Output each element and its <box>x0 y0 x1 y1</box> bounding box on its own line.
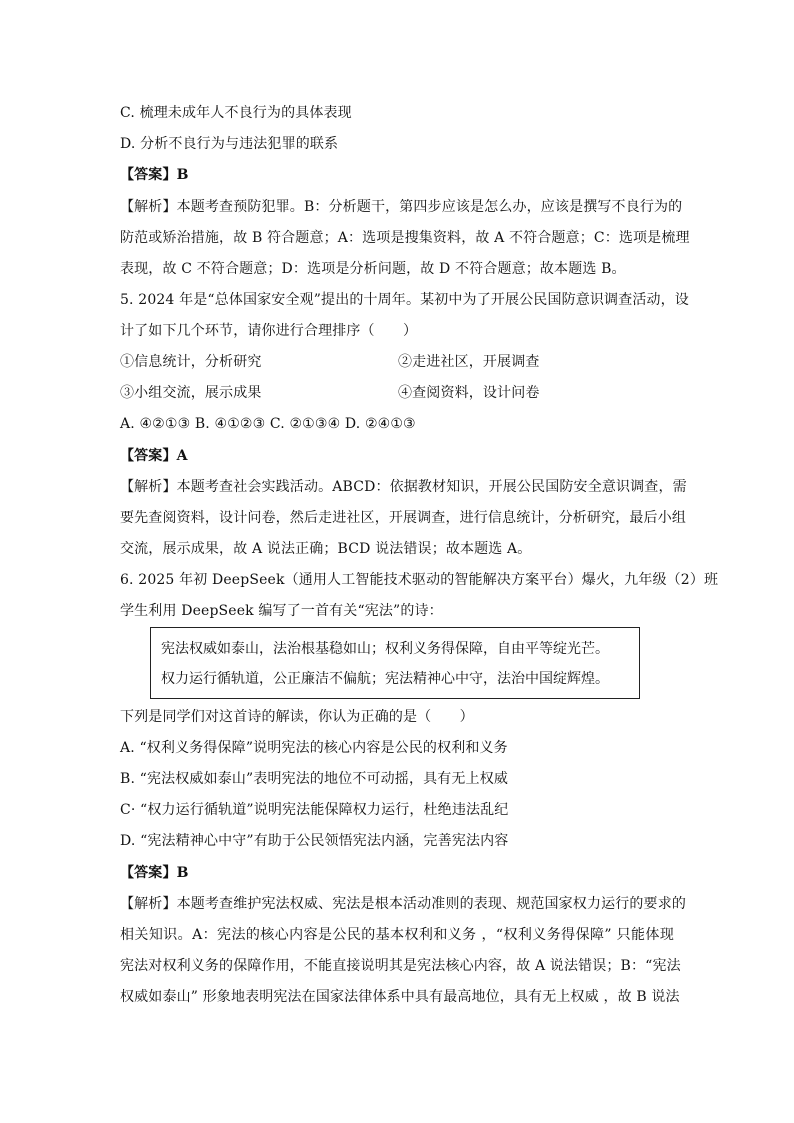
analysis-line: 权威如泰山” 形象地表明宪法在国家法律体系中具有最高地位，具有无上权威 ，故 B 说法 <box>120 989 680 1005</box>
analysis-line: 表现，故 C 不符合题意；D：选项是分析问题，故 D 不符合题意；故本题选 B。 <box>120 261 626 277</box>
poem-line: 宪法权威如泰山，法治根基稳如山；权利义务得保障，自由平等绽光芒。 <box>161 641 609 657</box>
option-c: C· “权力运行循轨道”说明宪法能保障权力运行，杜绝违法乱纪 <box>120 802 509 818</box>
analysis-line: 【解析】本题考查预防犯罪。B：分析题干，第四步应该是怎么办，应该是撰写不良行为的 <box>120 199 683 215</box>
question-5-stem: 计了如下几个环节，请你进行合理排序（ ） <box>120 323 418 339</box>
poem-box <box>150 627 640 699</box>
analysis-line: 相关知识。A：宪法的核心内容是公民的基本权利和义务 ，“权利义务得保障” 只能体现 <box>120 927 674 943</box>
analysis-line: 要先查阅资料，设计问卷，然后走进社区，开展调查，进行信息统计，分析研究，最后小组 <box>120 510 686 526</box>
poem-line: 权力运行循轨道，公正廉洁不偏航；宪法精神心中守，法治中国绽辉煌。 <box>161 671 609 687</box>
step-2: ②走进社区，开展调查 <box>398 354 540 370</box>
option-b: B. “宪法权威如泰山”表明宪法的地位不可动摇，具有无上权威 <box>120 771 509 787</box>
answer-label: 【答案】B <box>120 865 189 881</box>
option-d: D. “宪法精神心中守”有助于公民领悟宪法内涵，完善宪法内容 <box>120 833 509 849</box>
step-3: ③小组交流，展示成果 <box>120 385 262 401</box>
analysis-line: 宪法对权利义务的保障作用，不能直接说明其是宪法核心内容，故 A 说法错误；B：“宪法 <box>120 958 681 974</box>
step-1: ①信息统计，分析研究 <box>120 354 262 370</box>
analysis-line: 【解析】本题考查维护宪法权威、宪法是根本活动准则的表现、规范国家权力运行的要求的 <box>120 896 686 912</box>
question-6-stem: 学生利用 DeepSeek 编写了一首有关“宪法”的诗： <box>120 603 443 619</box>
answer-label: 【答案】B <box>120 167 189 183</box>
step-4: ④查阅资料，设计问卷 <box>398 385 540 401</box>
option-d: D. 分析不良行为与违法犯罪的联系 <box>120 136 339 152</box>
question-6-stem: 6. 2025 年初 DeepSeek（通用人工智能技术驱动的智能解决方案平台）爆火，九年级（2）班 <box>120 572 719 588</box>
question-5-stem: 5. 2024 年是“总体国家安全观”提出的十周年。某初中为了开展公民国防意识调查活动，设 <box>120 292 689 308</box>
option-c: C. 梳理未成年人不良行为的具体表现 <box>120 105 352 121</box>
question-5-options: A. ④②①③ B. ④①②③ C. ②①③④ D. ②④①③ <box>120 416 416 432</box>
analysis-line: 交流，展示成果，故 A 说法正确；BCD 说法错误；故本题选 A。 <box>120 541 532 557</box>
option-a: A. “权利义务得保障”说明宪法的核心内容是公民的权利和义务 <box>120 740 508 756</box>
question-6-prompt: 下列是同学们对这首诗的解读，你认为正确的是（ ） <box>120 709 474 725</box>
analysis-line: 防范或矫治措施，故 B 符合题意；A：选项是搜集资料，故 A 不符合题意；C：选项是梳理 <box>120 230 690 246</box>
answer-label: 【答案】A <box>120 448 188 464</box>
analysis-line: 【解析】本题考查社会实践活动。ABCD：依据教材知识，开展公民国防安全意识调查，需 <box>120 479 687 495</box>
